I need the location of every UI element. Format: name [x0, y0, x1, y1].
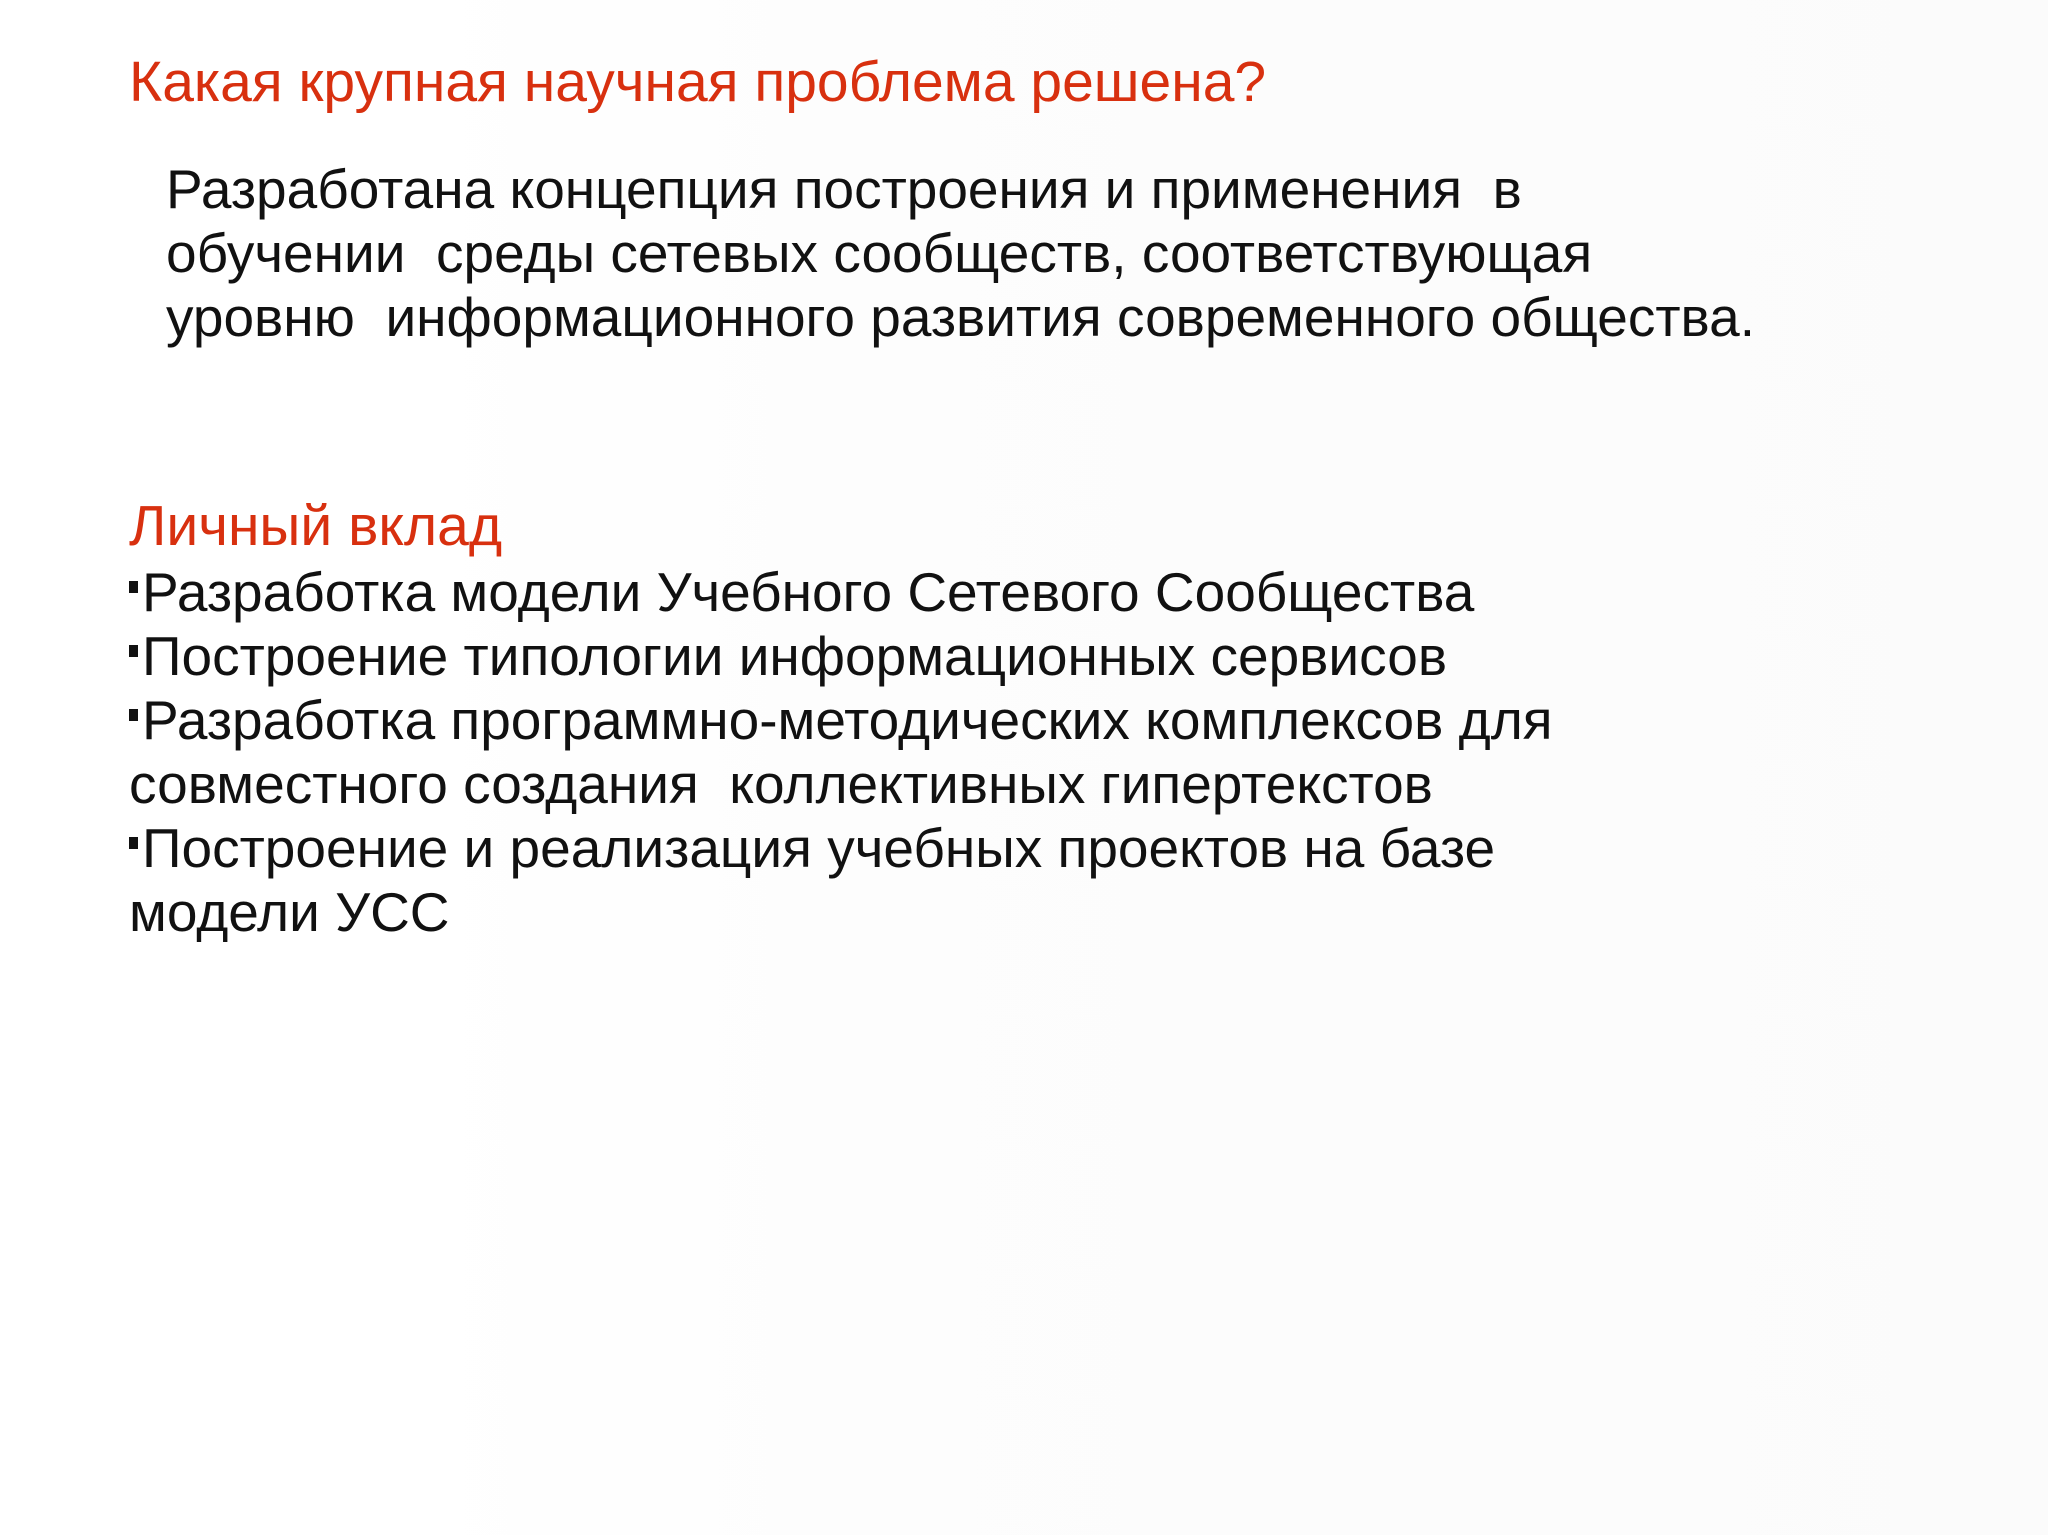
list-item-text: Построение и реализация учебных проектов на базе	[142, 817, 1496, 879]
square-bullet-icon	[129, 709, 138, 721]
list-item	[129, 624, 2009, 688]
contribution-heading: Личный вклад	[129, 494, 503, 558]
list-item-text: Разработка модели Учебного Сетевого Сообщества	[142, 561, 1475, 623]
list-item-text-continued: модели УСС	[129, 881, 450, 943]
list-item-text: Разработка программно-методических комплексов для	[142, 689, 1553, 751]
answer-statement	[166, 157, 2016, 349]
list-item	[129, 816, 2009, 944]
answer-line: уровню информационного развития современного общества.	[166, 286, 1755, 348]
square-bullet-icon	[129, 837, 138, 849]
answer-line: Разработана концепция построения и применения в	[166, 158, 1522, 220]
square-bullet-icon	[129, 645, 138, 657]
list-item-text: Построение типологии информационных сервисов	[142, 625, 1448, 687]
question-heading: Какая крупная научная проблема решена?	[129, 50, 1267, 114]
answer-line: обучении среды сетевых сообществ, соответствующая	[166, 222, 1593, 284]
contribution-list	[129, 560, 2009, 944]
square-bullet-icon	[129, 581, 138, 593]
list-item	[129, 688, 2009, 816]
list-item	[129, 560, 2009, 624]
list-item-text-continued: совместного создания коллективных гипертекстов	[129, 753, 1433, 815]
